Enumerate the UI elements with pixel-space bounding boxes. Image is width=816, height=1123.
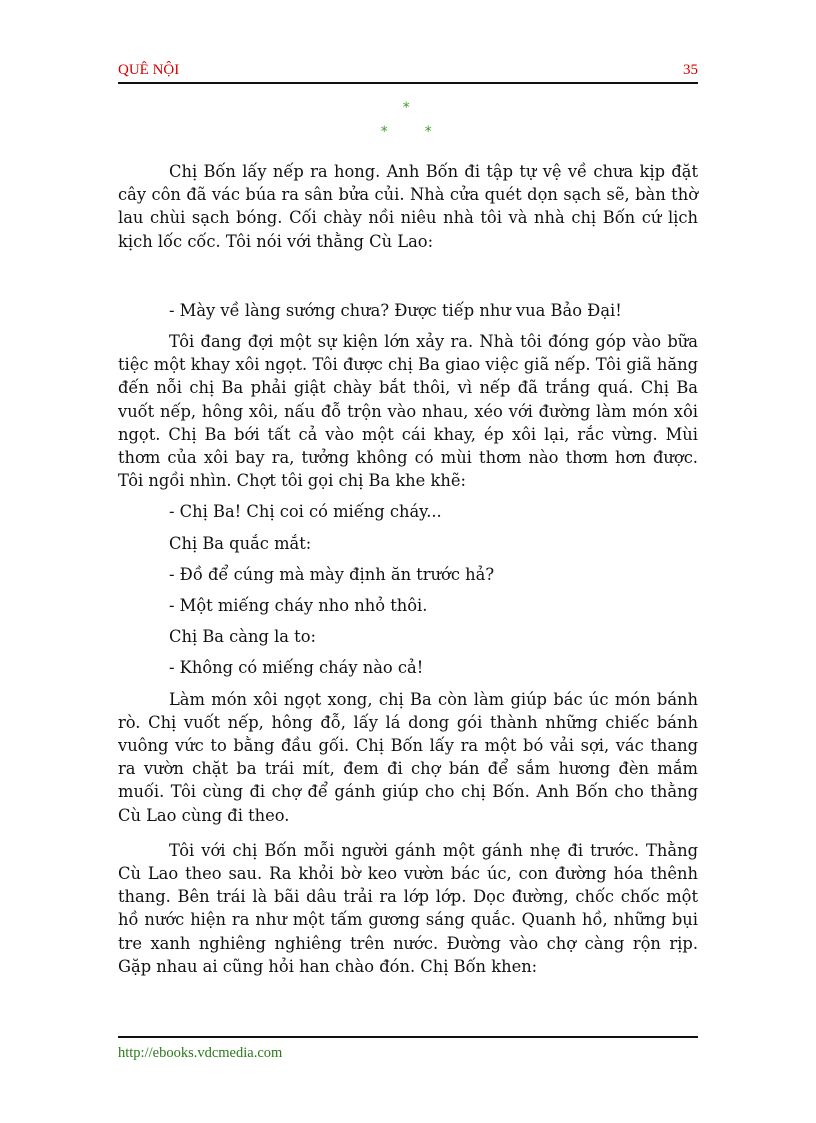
paragraph: Chị Ba quắc mắt: [169,533,312,553]
page-header [118,62,698,82]
header-rule [118,82,698,84]
dialogue-line: - Mày về làng sướng chưa? Được tiếp như vua Bảo Đại! [169,300,622,320]
ornament-star: * [424,124,433,140]
dialogue-line: - Đồ để cúng mà mày định ăn trước hả? [169,564,495,584]
ornament-star: * [402,100,411,116]
paragraph: Tôi với chị Bốn mỗi người gánh một gánh nhẹ đi trước. Thằng Cù Lao theo sau. Ra khỏi bờ keo vườn bác úc, con đường hóa thênh thang. Bên trái là bãi dâu trải ra lớp lớp. Dọc đường, chốc chốc một hồ nước hiện ra như một tấm gương sáng quắc. Quanh hồ, những bụi tre xanh nghiêng nghiêng trên nước. Đường vào chợ càng rộn rịp. Gặp nhau ai cũng hỏi han chào đón. Chị Bốn khen: [118,840,698,976]
paragraph: Tôi đang đợi một sự kiện lớn xảy ra. Nhà tôi đóng góp vào bữa tiệc một khay xôi ngọt. Tôi được chị Ba giao việc giã nếp. Tôi giã hăng đến nỗi chị Ba phải giật chày bắt thôi, vì nếp đã trắng quá. Chị Ba vuốt nếp, hông xôi, nấu đỗ trộn vào nhau, xéo với đường làm món xôi ngọt. Chị Ba bới tất cả vào một cái khay, ép xôi lại, rắc vừng. Mùi thơm của xôi bay ra, tưởng không có mùi thơm nào thơm hơn được. Tôi ngồi nhìn. Chợt tôi gọi chị Ba khe khẽ: [118,332,698,491]
running-title: QUÊ NỘI [118,62,180,78]
dialogue-line: - Không có miếng cháy nào cả! [169,658,424,678]
footer-rule [118,1036,698,1038]
dialogue-line: - Một miếng cháy nho nhỏ thôi. [169,596,428,616]
ornament-star: * [380,124,389,140]
footer-url[interactable]: http://ebooks.vdcmedia.com [118,1045,283,1061]
paragraph: Làm món xôi ngọt xong, chị Ba còn làm giúp bác úc món bánh rò. Chị vuốt nếp, hông đỗ, lấy lá dong gói thành những chiếc bánh vuông vức to bằng đầu gối. Chị Bốn lấy ra một bó vải sợi, vác thang ra vườn chặt ba trái mít, đem đi chợ bán để sắm hương đèn mắm muối. Tôi cùng đi chợ để gánh giúp cho chị Bốn. Anh Bốn cho thằng Cù Lao cùng đi theo. [118,689,698,825]
page-number: 35 [683,62,698,78]
dialogue-line: - Chị Ba! Chị coi có miếng cháy... [169,502,442,522]
paragraph: Chị Bốn lấy nếp ra hong. Anh Bốn đi tập tự vệ về chưa kịp đặt cây côn đã vác búa ra sân bửa củi. Nhà cửa quét dọn sạch sẽ, bàn thờ lau chùi sạch bóng. Cối chày nồi niêu nhà tôi và nhà chị Bốn cứ lịch kịch lốc cốc. Tôi nói với thằng Cù Lao: [118,162,698,251]
paragraph: Chị Ba càng la to: [169,627,317,647]
body-text [118,160,698,978]
